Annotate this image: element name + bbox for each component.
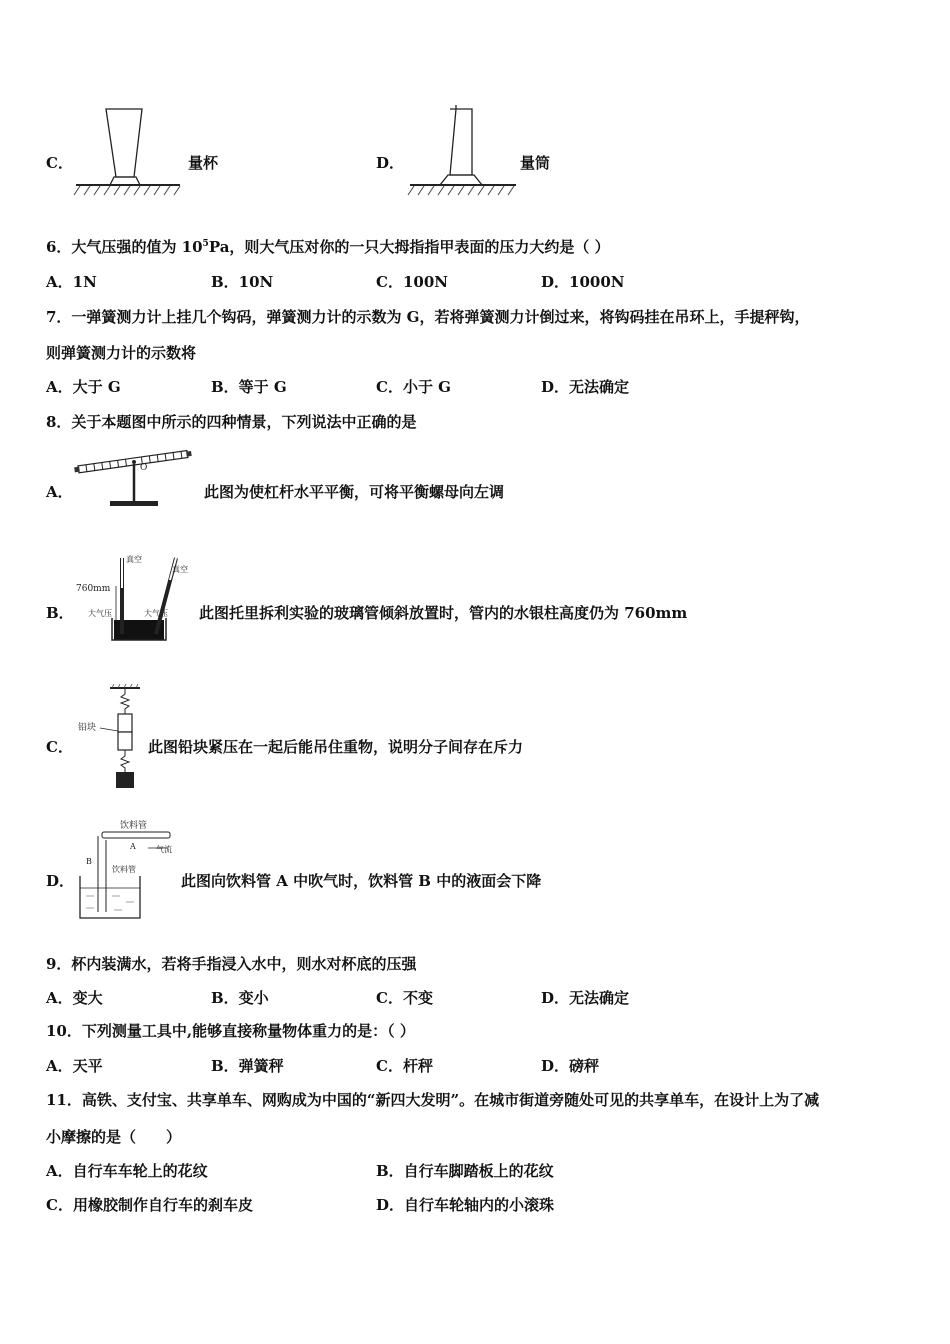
q7-stem-line1: 7．一弹簧测力计上挂几个钩码，弹簧测力计的示数为 G，若将弹簧测力计倒过来，将钩码挂在吊环上，手提秤钩， xyxy=(46,308,810,326)
q6-option-d: D．1000N xyxy=(541,273,625,291)
q6-stem: 6．大气压强的值为 $10^5Pa$，则大气压对你的一只大拇指指甲表面的压力大约是（ ） xyxy=(46,238,610,256)
q6-option-c: C．100N xyxy=(376,273,448,291)
q8-option-b-letter: B． xyxy=(46,604,74,622)
q11-option-d: D．自行车轮轴内的小滚珠 xyxy=(376,1196,555,1214)
torricelli-experiment-figure xyxy=(76,548,206,644)
q7-option-b: B．等于 G xyxy=(211,378,287,396)
q6-option-a: A．1N xyxy=(46,273,97,291)
torricelli-atm-label-right: 大气压 xyxy=(144,609,168,618)
q7-option-a: A．大于 G xyxy=(46,378,121,396)
q8-option-b-text: 此图托里拆利实验的玻璃管倾斜放置时，管内的水银柱高度仍为 760mm xyxy=(199,604,688,622)
airflow-label: 气流 xyxy=(156,845,172,854)
q9-option-d: D．无法确定 xyxy=(541,989,630,1007)
lever-figure xyxy=(74,446,204,510)
graduated-cylinder-figure xyxy=(404,105,524,200)
q11-option-c: C．用橡胶制作自行车的刹车皮 xyxy=(46,1196,253,1214)
q8-option-d-text: 此图向饮料管 A 中吹气时，饮料管 B 中的液面会下降 xyxy=(181,872,542,890)
straw-beaker-figure xyxy=(76,816,184,924)
q8-option-d-letter: D． xyxy=(46,872,75,890)
q8-option-a-text: 此图为使杠杆水平平衡，可将平衡螺母向左调 xyxy=(204,483,505,501)
q8-option-c-text: 此图铅块紧压在一起后能吊住重物，说明分子间存在斥力 xyxy=(148,738,524,756)
q5-option-c-letter: C． xyxy=(46,154,73,172)
q5-option-d-letter: D． xyxy=(376,154,405,172)
q8-option-a-letter: A． xyxy=(46,483,73,501)
q7-stem-line2: 则弹簧测力计的示数将 xyxy=(46,344,197,362)
straw-label-bottom: 饮料管 xyxy=(112,865,136,874)
q11-option-a: A．自行车车轮上的花纹 xyxy=(46,1162,208,1180)
measuring-cup-figure xyxy=(70,105,190,200)
straw-a-label: A xyxy=(130,842,136,851)
q9-option-b: B．变小 xyxy=(211,989,269,1007)
q5-option-c-label: 量杯 xyxy=(188,154,219,172)
q9-option-a: A．变大 xyxy=(46,989,103,1007)
q9-stem: 9．杯内装满水，若将手指浸入水中，则水对杯底的压强 xyxy=(46,955,417,973)
lead-blocks-label: 铅块 xyxy=(78,723,97,733)
q11-option-b: B．自行车脚踏板上的花纹 xyxy=(376,1162,554,1180)
q10-option-d: D．磅秤 xyxy=(541,1057,600,1075)
torricelli-height-label: 760mm xyxy=(76,584,111,594)
q8-option-c-letter: C． xyxy=(46,738,73,756)
q10-option-c: C．杆秤 xyxy=(376,1057,433,1075)
q7-option-d: D．无法确定 xyxy=(541,378,630,396)
torricelli-atm-label-left: 大气压 xyxy=(88,609,112,618)
q9-option-c: C．不变 xyxy=(376,989,433,1007)
torricelli-vacuum-label-left: 真空 xyxy=(126,555,142,564)
q8-stem: 8．关于本题图中所示的四种情景，下列说法中正确的是 xyxy=(46,413,417,431)
q11-stem-line2: 小摩擦的是（ ） xyxy=(46,1128,182,1146)
straw-label-top: 饮料管 xyxy=(120,821,148,831)
q10-option-a: A．天平 xyxy=(46,1057,103,1075)
q5-option-d-label: 量筒 xyxy=(520,154,551,172)
q10-stem: 10．下列测量工具中,能够直接称量物体重力的是：（ ） xyxy=(46,1022,415,1040)
lead-blocks-figure xyxy=(74,684,148,792)
q7-option-c: C．小于 G xyxy=(376,378,451,396)
q11-stem-line1: 11．高铁、支付宝、共享单车、网购成为中国的“新四大发明”。在城市街道旁随处可见的共享单车，在设计上为了减 xyxy=(46,1091,820,1109)
q6-option-b: B．10N xyxy=(211,273,274,291)
torricelli-vacuum-label-right: 真空 xyxy=(172,565,188,574)
q10-option-b: B．弹簧秤 xyxy=(211,1057,284,1075)
lever-pivot-label: O xyxy=(140,463,148,473)
straw-b-label: B xyxy=(86,857,92,866)
